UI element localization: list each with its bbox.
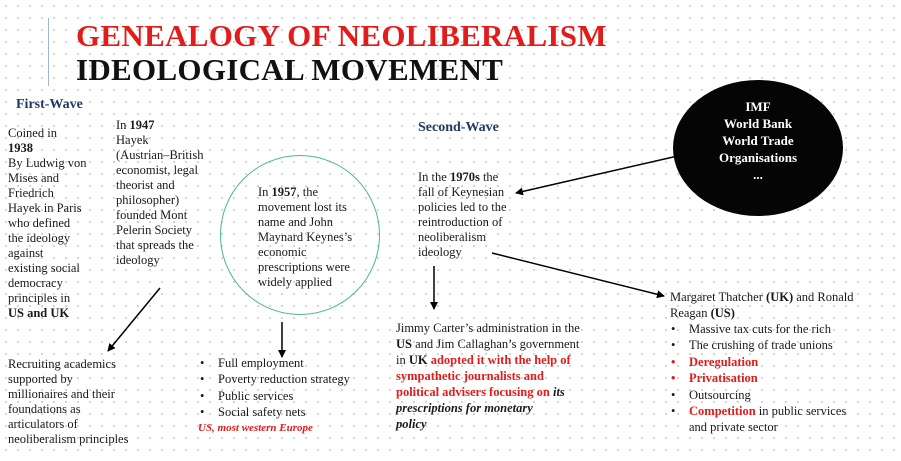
arrow-1947-to-recruiting — [108, 288, 160, 351]
list-item: • Full employment — [196, 355, 350, 371]
list-item: • Massive tax cuts for the rich — [667, 321, 900, 337]
list-item: • Deregulation — [667, 354, 900, 370]
title-line-1: GENEALOGY OF NEOLIBERALISM — [76, 18, 607, 53]
keynes-1957-text: In 1957, the movement lost its name and John Maynard Keynes’s economic prescriptions were widely applied — [258, 185, 353, 289]
list-item: • Privatisation — [667, 370, 900, 386]
arrow-institutions-to-seventies — [516, 155, 682, 193]
thatcher-reagan-text: Margaret Thatcher (UK) and Ronald Reagan (US) • Massive tax cuts for the rich • The crushing of trade unions • Deregulation • Privatisation • Outsourcing • Competition in public services and private sector — [670, 289, 900, 435]
title-line-2: IDEOLOGICAL MOVEMENT — [76, 52, 504, 87]
keynes-outcomes-note: US, most western Europe — [198, 421, 313, 434]
institutions-text: IMF World Bank World Trade Organisations ... — [718, 99, 797, 182]
list-item: • The crushing of trade unions — [667, 337, 900, 353]
recruiting-academics-text: Recruiting academics supported by millionaires and their foundations as articulators of neoliberalism principles — [8, 357, 129, 446]
list-item: • Outsourcing — [667, 387, 900, 403]
list-item: • Public services — [196, 388, 350, 404]
arrow-seventies-to-thatcher — [492, 253, 664, 296]
first-wave-1947-text: In 1947 Hayek (Austrian–British economist, legal theorist and philosopher) founded Mont Pelerin Society that spreads the ideology — [116, 118, 204, 267]
first-wave-1938-text: Coined in 1938 By Ludwig von Mises and Friedrich Hayek in Paris who defined the ideology against existing social democracy principles in US and UK — [8, 126, 87, 320]
carter-callaghan-text: Jimmy Carter’s administration in the US and Jim Callaghan’s government in UK adopted it with the help of sympathetic journalists and political advisers focusing on its prescriptions for monetary policy — [396, 321, 580, 431]
list-item: • Competition in public services — [667, 403, 900, 419]
list-item: • Poverty reduction strategy — [196, 371, 350, 387]
seventies-text: In the 1970s the fall of Keynesian policies led to the reintroduction of neoliberalism ideology — [418, 170, 507, 259]
second-wave-heading: Second-Wave — [418, 120, 499, 135]
first-wave-heading: First-Wave — [16, 97, 83, 112]
list-item: • Social safety nets — [196, 404, 350, 420]
